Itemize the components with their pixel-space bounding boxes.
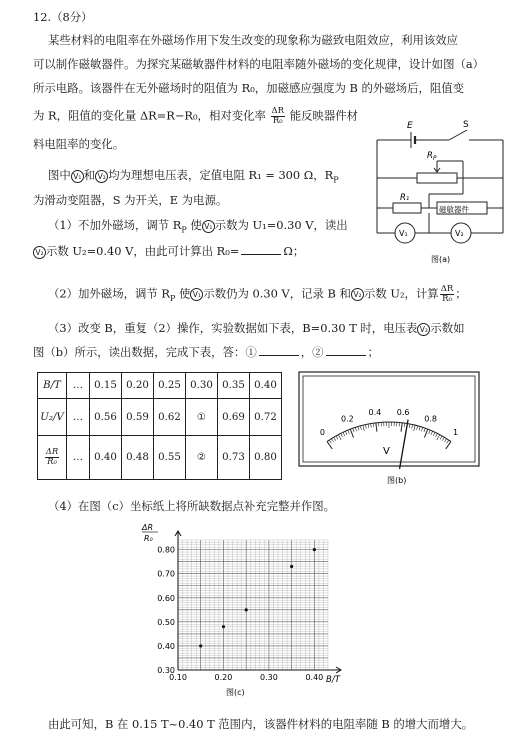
meter-caption: 图(b) <box>387 476 407 485</box>
table-cell: 0.40 <box>90 436 122 480</box>
q2-sub: P <box>169 293 176 303</box>
q1-c: 使 <box>186 218 202 232</box>
chart-grid <box>178 540 328 670</box>
q3-e: ； <box>367 345 379 359</box>
circuit-label-v2: V₂ <box>455 229 464 238</box>
meter-tick-label: 0.2 <box>341 414 354 424</box>
table-cell: 0.25 <box>154 373 186 399</box>
q2-f: ； <box>455 286 467 301</box>
chart-y-tick-label: 0.60 <box>157 593 175 603</box>
q3-d: ，② <box>300 345 324 359</box>
frac-num: ΔR <box>271 106 285 116</box>
circuit-label-rp <box>427 151 437 162</box>
chart-y-tick-label: 0.40 <box>157 641 175 651</box>
intro-line-4-b: 能反映器件材 <box>289 108 359 123</box>
table-header-ratio <box>38 436 67 480</box>
table-cell-ellipsis: … <box>67 373 90 399</box>
data-table <box>37 372 282 480</box>
meter-tick-label: 0.8 <box>424 414 437 424</box>
chart-x-tick-label: 0.20 <box>214 673 233 682</box>
circuit-label-rp-sub: P <box>432 155 437 162</box>
frac-den: R₀ <box>272 116 283 126</box>
circuit-line-1-a: 图中 <box>48 168 71 182</box>
q1-d: 示数为 U₁=0.30 V，读出 <box>214 218 348 232</box>
meter-tick-label: 0.4 <box>368 407 382 417</box>
table-row <box>38 436 282 480</box>
answer-blank-r0[interactable] <box>241 254 281 255</box>
chart-y-tick-label: 0.50 <box>157 617 175 627</box>
chart-data-point <box>222 625 225 628</box>
table-cell: 0.80 <box>250 436 282 480</box>
chart-ylabel-num: ΔR <box>142 523 154 532</box>
voltmeter-v2-icon: V₂ <box>33 246 46 259</box>
chart-caption: 图(c) <box>226 688 245 697</box>
table-cell: 0.55 <box>154 436 186 480</box>
circuit-diagram <box>365 118 515 270</box>
frac-num: ΔR <box>440 284 454 294</box>
q1-a: （1）不加外磁场，调节 R <box>48 218 182 232</box>
table-header-b: B/T <box>38 373 67 399</box>
chart-ylabel-den: R₀ <box>144 534 153 543</box>
q2-a: （2）加外磁场，调节 R <box>48 286 170 301</box>
q1-sub: P <box>181 225 187 235</box>
frac-den: R₀ <box>442 294 452 304</box>
voltmeter-v2-icon: V₂ <box>95 170 108 183</box>
table-cell: 0.40 <box>250 373 282 399</box>
q2-c: 使 <box>175 286 191 301</box>
chart-y-tick-label: 0.30 <box>157 666 175 675</box>
q2-line <box>48 285 467 307</box>
chart-axes <box>175 531 341 673</box>
chart-x-tick-label: 0.30 <box>260 673 278 682</box>
circuit-line-1-b: 和 <box>83 168 96 182</box>
circuit-label-s: S <box>463 120 469 130</box>
conclusion-line: 由此可知，B 在 0.15 T~0.40 T 范围内，该器件材料的电阻率随 B 的增大而增大。 <box>48 717 474 731</box>
table-cell-blank-2[interactable]: ② <box>186 436 218 480</box>
chart-x-tick-label: 0.10 <box>169 673 187 682</box>
answer-blank-1[interactable] <box>259 355 299 356</box>
q1-e: 示数 U₂=0.40 V，由此可计算出 R₀= <box>46 244 240 258</box>
table-row <box>38 373 282 399</box>
table-cell: 0.59 <box>122 399 154 436</box>
q3-c: 图（b）所示，读出数据，完成下表，答：① <box>33 345 257 359</box>
voltmeter-dial <box>297 370 497 490</box>
chart-data-point <box>199 644 202 647</box>
meter-tick-label: 0 <box>319 427 326 437</box>
meter-tick-label: 1 <box>452 427 459 437</box>
q4-line: （4）在图（c）坐标纸上将所缺数据点补充完整并作图。 <box>48 499 336 513</box>
problem-number <box>33 9 93 25</box>
intro-line-4 <box>33 107 358 126</box>
q1-line-2 <box>33 243 304 259</box>
meter-tick-label: 0.6 <box>396 407 410 417</box>
circuit-line-1-sub: P <box>333 175 339 185</box>
intro-line-2: 可以制作磁敏器件。为探究某磁敏器件材料的电阻率随外磁场的变化规律，设计如图（a） <box>33 57 485 71</box>
circuit-line-1-c: 均为理想电压表，定值电阻 R₁ = 300 Ω，R <box>108 168 334 182</box>
table-row <box>38 399 282 436</box>
chart-data-point <box>313 548 316 551</box>
voltmeter-v2-icon: V₂ <box>417 323 430 336</box>
intro-line-4-a: 为 R，阻值的变化量 ΔR=R−R₀，相对变化率 <box>33 108 266 123</box>
chart-x-tick-label: 0.40 <box>305 673 324 682</box>
answer-blank-2[interactable] <box>326 355 366 356</box>
intro-line-3: 所示电路。该器件在无外磁场时的阻值为 R₀，加磁感应强度为 B 的外磁场后，阻值变 <box>33 81 465 95</box>
table-cell: 0.69 <box>218 399 250 436</box>
table-cell: 0.20 <box>122 373 154 399</box>
chart-data-point <box>290 565 293 568</box>
intro-line-1: 某些材料的电阻率在外磁场作用下发生改变的现象称为磁致电阻效应，利用该效应 <box>48 33 459 47</box>
table-ratio-num: ΔR <box>45 447 59 457</box>
table-ratio-den: R₀ <box>47 457 57 467</box>
circuit-line-1 <box>48 167 339 188</box>
q1-line-1 <box>48 217 348 238</box>
voltmeter-v1-icon: V₁ <box>202 220 215 233</box>
relative-change-fraction <box>271 107 286 126</box>
q3-b: 示数如 <box>430 321 465 335</box>
problem-points: （8分） <box>51 10 93 24</box>
table-cell-ellipsis: … <box>67 399 90 436</box>
voltmeter-v1-icon: V₁ <box>71 170 84 183</box>
circuit-label-e: E <box>407 121 413 131</box>
circuit-label-rp-main: R <box>427 151 433 161</box>
problem-number-text: 12. <box>33 10 52 24</box>
table-cell-blank-1[interactable]: ① <box>186 399 218 436</box>
table-ratio-fraction <box>45 448 60 467</box>
q3-a: （3）改变 B，重复（2）操作，实验数据如下表，B=0.30 T 时，电压表 <box>48 321 418 335</box>
circuit-label-v1: V₁ <box>399 229 408 238</box>
circuit-caption: 图(a) <box>431 255 451 264</box>
chart-y-tick-label: 0.80 <box>157 545 175 555</box>
table-cell: 0.15 <box>90 373 122 399</box>
table-cell: 0.73 <box>218 436 250 480</box>
circuit-label-device: 磁敏器件 <box>439 205 469 214</box>
table-cell: 0.62 <box>154 399 186 436</box>
circuit-label-r1: R₁ <box>400 193 410 203</box>
q3-line-1 <box>48 320 465 336</box>
intro-line-5: 料电阻率的变化。 <box>33 137 125 151</box>
chart-xlabel: B/T <box>326 675 340 685</box>
table-header-u2: U₂/V <box>38 399 67 436</box>
q2-d: 示数仍为 0.30 V，记录 B 和 <box>203 286 351 301</box>
chart-ticks <box>157 546 323 682</box>
table-cell: 0.72 <box>250 399 282 436</box>
q2-e: 示数 U₂，计算 <box>363 286 439 301</box>
voltmeter-v1-icon: V₁ <box>190 288 203 301</box>
grid-chart <box>140 520 370 700</box>
circuit-line-2: 为滑动变阻器，S 为开关，E 为电源。 <box>33 193 228 207</box>
q3-line-2 <box>33 344 379 360</box>
q1-f: Ω； <box>283 244 305 258</box>
table-cell: 0.48 <box>122 436 154 480</box>
meter-unit-label: V <box>383 446 390 457</box>
chart-y-tick-label: 0.70 <box>157 569 175 579</box>
chart-data-point <box>245 608 248 611</box>
table-cell: 0.30 <box>186 373 218 399</box>
table-cell: 0.56 <box>90 399 122 436</box>
relative-change-fraction <box>440 285 455 304</box>
voltmeter-v2-icon: V₂ <box>351 288 364 301</box>
table-cell-ellipsis: … <box>67 436 90 480</box>
table-cell: 0.35 <box>218 373 250 399</box>
